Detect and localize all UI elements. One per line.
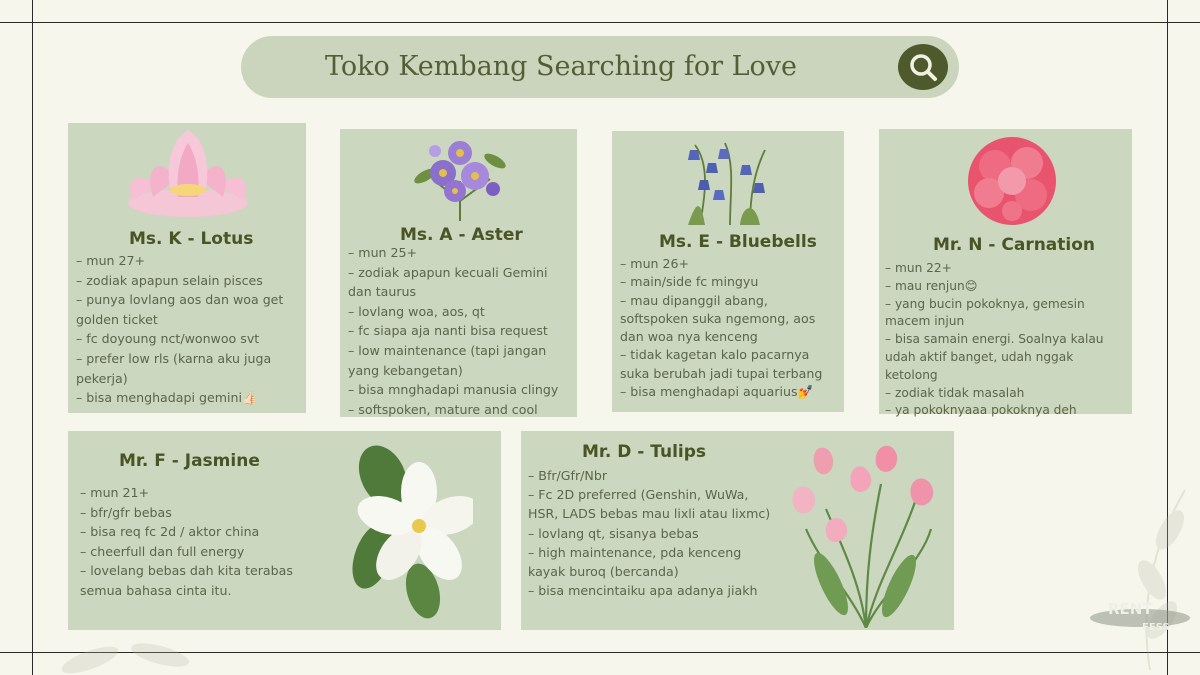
list-item: – bisa menghadapi aquarius💅 bbox=[620, 384, 814, 400]
svg-text:RENT: RENT bbox=[1108, 600, 1153, 618]
card-requirements-list bbox=[885, 260, 1129, 420]
card-requirements-list bbox=[80, 483, 320, 601]
card-requirements-list bbox=[620, 255, 840, 401]
profile-card-bluebells bbox=[612, 131, 844, 412]
list-item: – main/side fc mingyu bbox=[620, 274, 759, 290]
search-bar[interactable] bbox=[241, 36, 959, 98]
list-item: – mun 21+ bbox=[80, 485, 150, 500]
page-title: Toko Kembang Searching for Love bbox=[324, 51, 798, 82]
list-item: – mun 22+ bbox=[885, 261, 952, 275]
card-title: Ms. K - Lotus bbox=[129, 229, 254, 249]
list-item: – low maintenance (tapi jangan yang kebangetan) bbox=[348, 342, 547, 378]
card-title: Mr. N - Carnation bbox=[933, 235, 1096, 255]
list-item: – bisa samain energi. Soalnya kalau udah aktif banget, udah nggak ketolong bbox=[885, 332, 1104, 382]
profile-card-tulips bbox=[521, 431, 954, 630]
search-button[interactable] bbox=[898, 44, 948, 90]
bluebells-icon bbox=[680, 135, 775, 227]
list-item: – zodiak apapun selain pisces bbox=[76, 272, 263, 288]
list-item: – bisa mencintaiku apa adanya jiakh bbox=[528, 583, 758, 599]
aster-icon bbox=[405, 131, 515, 223]
list-item: – tidak kagetan kalo pacarnya suka berubah jadi tupai terbang bbox=[620, 347, 823, 381]
list-item: – punya lovlang aos dan woa get golden ticket bbox=[76, 292, 284, 327]
list-item: – lovelang bebas dah kita terabas semua bahasa cinta itu. bbox=[80, 563, 293, 598]
frame-line-top bbox=[0, 22, 1200, 23]
list-item: – ya pokoknyaaa pokoknya deh bbox=[885, 403, 1077, 418]
list-item: – bisa req fc 2d / aktor china bbox=[80, 524, 260, 540]
list-item: – Bfr/Gfr/Nbr bbox=[528, 468, 607, 483]
background-leaf-icon bbox=[1090, 470, 1200, 670]
list-item: – fc siapa aja nanti bisa request bbox=[348, 323, 548, 339]
lotus-icon bbox=[113, 125, 263, 225]
profile-card-aster bbox=[340, 129, 577, 417]
list-item: – prefer low rls (karna aku juga pekerja) bbox=[76, 350, 272, 386]
list-item: – mun 26+ bbox=[620, 256, 690, 271]
list-item: – mau renjun😊 bbox=[885, 278, 978, 293]
list-item: – bfr/gfr bebas bbox=[80, 504, 172, 520]
list-item: – bisa mnghadapi manusia clingy bbox=[348, 382, 559, 398]
card-requirements-list bbox=[76, 251, 302, 408]
list-item: – mau dipanggil abang, softspoken suka ngemong, aos dan woa nya kenceng bbox=[620, 292, 816, 345]
svg-text:FESS: FESS bbox=[1142, 622, 1170, 633]
card-requirements-list bbox=[528, 466, 778, 600]
list-item: – zodiak tidak masalah bbox=[885, 385, 1025, 400]
card-title: Ms. E - Bluebells bbox=[659, 232, 817, 252]
list-item: – high maintenance, pda kenceng kayak buroq (bercanda) bbox=[528, 544, 742, 580]
list-item: – Fc 2D preferred (Genshin, WuWa, HSR, LADS bebas mau lixli atau lixmc) bbox=[528, 487, 771, 522]
profile-card-carnation bbox=[879, 129, 1132, 418]
list-item: – bisa menghadapi gemini👍🏻 bbox=[76, 390, 258, 406]
card-title: Mr. F - Jasmine bbox=[119, 451, 260, 471]
search-icon bbox=[907, 51, 939, 83]
card-title: Ms. A - Aster bbox=[400, 225, 523, 245]
card-title: Mr. D - Tulips bbox=[582, 442, 707, 462]
list-item: – mun 25+ bbox=[348, 245, 418, 260]
list-item: – fc doyoung nct/wonwoo svt bbox=[76, 331, 260, 347]
profile-card-lotus bbox=[68, 123, 306, 413]
list-item: – yang bucin pokoknya, gemesin macem injun bbox=[885, 296, 1085, 329]
list-item: – softspoken, mature and cool bbox=[348, 401, 538, 417]
list-item: – lovlang qt, sisanya bebas bbox=[528, 525, 699, 541]
profile-card-jasmine bbox=[68, 431, 501, 630]
jasmine-icon bbox=[343, 441, 473, 621]
rentfess-watermark-logo bbox=[1088, 596, 1193, 636]
carnation-icon bbox=[957, 131, 1067, 233]
list-item: – lovlang woa, aos, qt bbox=[348, 303, 485, 319]
list-item: – cheerfull dan full energy bbox=[80, 543, 245, 559]
frame-line-left bbox=[32, 0, 33, 675]
list-item: – zodiak apapun kecuali Gemini dan taurus bbox=[348, 264, 548, 300]
card-requirements-list bbox=[348, 243, 573, 419]
list-item: – mun 27+ bbox=[76, 253, 146, 268]
background-leaf-icon bbox=[50, 630, 210, 675]
tulips-icon bbox=[781, 434, 951, 628]
